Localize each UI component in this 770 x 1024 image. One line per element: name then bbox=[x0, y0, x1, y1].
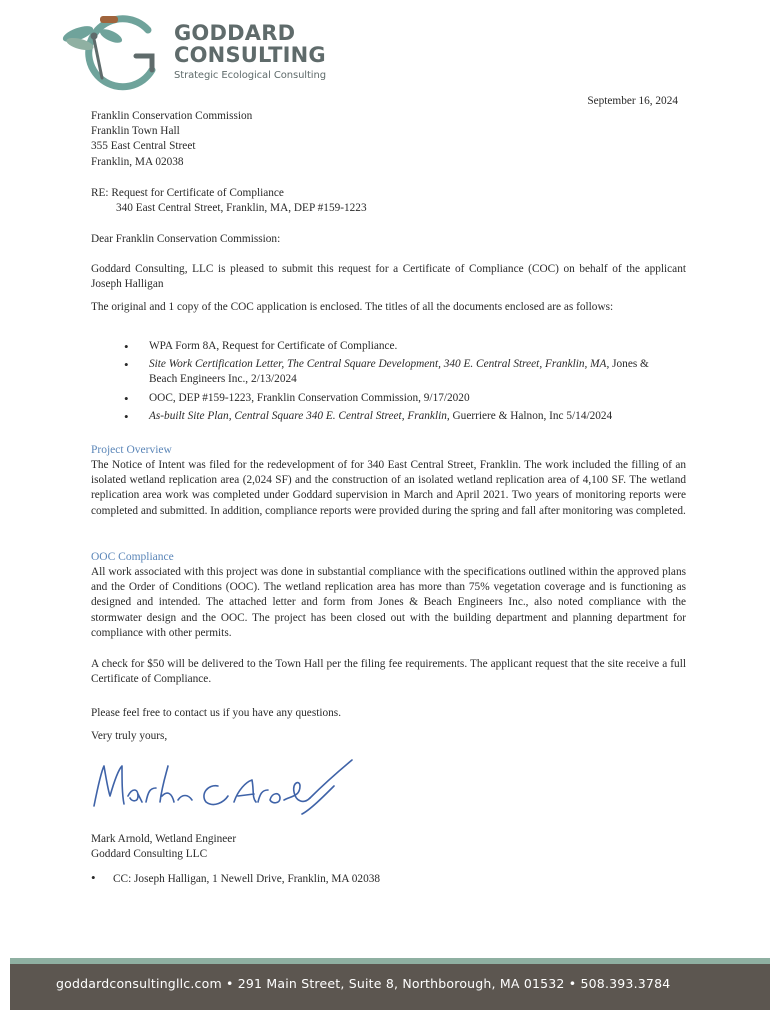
document-title: OOC, DEP #159-1223, Franklin Conservation Commission, 9/17/2020 bbox=[149, 391, 470, 404]
logo-name-line2: CONSULTING bbox=[174, 43, 326, 67]
document-title-italic: As-built Site Plan, Central Square 340 E. Central Street, Franklin, bbox=[149, 409, 450, 422]
subject-detail: 340 East Central Street, Franklin, MA, DEP #159-1223 bbox=[116, 202, 367, 215]
list-item bbox=[116, 339, 676, 354]
logo-wordmark bbox=[174, 22, 326, 66]
company-logo bbox=[56, 12, 326, 92]
recipient-address bbox=[91, 109, 252, 170]
signer-company: Goddard Consulting LLC bbox=[91, 848, 208, 861]
enclosures-paragraph: The original and 1 copy of the COC application is enclosed. The titles of all the documents enclosed are as follows: bbox=[91, 301, 614, 313]
letter-date: September 16, 2024 bbox=[587, 95, 678, 107]
logo-tagline: Strategic Ecological Consulting bbox=[174, 70, 326, 81]
project-overview-heading: Project Overview bbox=[91, 444, 172, 456]
ooc-compliance-heading: OOC Compliance bbox=[91, 551, 174, 563]
closing: Very truly yours, bbox=[91, 730, 168, 742]
salutation: Dear Franklin Conservation Commission: bbox=[91, 233, 281, 245]
contact-paragraph: Please feel free to contact us if you have any questions. bbox=[91, 707, 342, 719]
signer-name-title: Mark Arnold, Wetland Engineer bbox=[91, 833, 237, 845]
letterhead-footer bbox=[10, 958, 770, 1010]
enclosed-documents-list bbox=[116, 339, 676, 427]
subject-line bbox=[91, 186, 367, 216]
project-overview-text: The Notice of Intent was filed for the redevelopment of for 340 East Central Street, Franklin. The work included the filling of an isolated wetland replication area (2,024 SF) and the construction of an isolated wetland replication area of 4,100 SF. The wetland replication area work was completed under Goddard supervision in March and April 2021. Two years of monitoring reports were completed and submitted. In addition, compliance reports were provided during the spring and fall after monitoring was completed. bbox=[91, 459, 686, 517]
fee-paragraph: A check for $50 will be delivered to the Town Hall per the filing fee requirements. The applicant request that the site receive a full Certificate of Compliance. bbox=[91, 658, 686, 686]
list-item bbox=[116, 391, 676, 406]
subject-title: RE: Request for Certificate of Compliance bbox=[91, 187, 284, 199]
intro-paragraph: Goddard Consulting, LLC is pleased to submit this request for a Certificate of Compliance (COC) on behalf of the applicant Joseph Halligan bbox=[91, 263, 686, 291]
recipient-line: Franklin, MA 02038 bbox=[91, 155, 184, 168]
document-title: Guerriere & Halnon, Inc 5/14/2024 bbox=[449, 409, 613, 422]
document-title: WPA Form 8A, Request for Certificate of Compliance. bbox=[149, 340, 398, 352]
dragonfly-g-logo-icon bbox=[56, 12, 172, 92]
recipient-line: Franklin Conservation Commission bbox=[91, 110, 253, 122]
cc-text: CC: Joseph Halligan, 1 Newell Drive, Franklin, MA 02038 bbox=[113, 873, 381, 885]
document-title-italic: Site Work Certification Letter, The Central Square Development, 340 E. Central Street, Franklin, MA, bbox=[149, 358, 610, 371]
footer-contact-info: goddardconsultingllc.com • 291 Main Street, Suite 8, Northborough, MA 01532 • 508.393.3784 bbox=[56, 976, 671, 991]
signer-block bbox=[91, 832, 236, 862]
recipient-line: 355 East Central Street bbox=[91, 140, 196, 153]
bullet-icon: • bbox=[91, 870, 96, 885]
cc-line bbox=[91, 870, 380, 887]
list-item bbox=[116, 357, 676, 387]
list-item bbox=[116, 409, 676, 424]
document-title: Jones & Beach Engineers Inc., 2/13/2024 bbox=[149, 358, 649, 386]
recipient-line: Franklin Town Hall bbox=[91, 125, 180, 138]
ooc-compliance-text: All work associated with this project was done in substantial compliance with the specifications outlined within the approved plans and the Order of Conditions (OOC). The wetland replication area has more than 75% vegetation coverage and is functioning as designed and intended. The attached letter and form from Jones & Beach Engineers Inc., also noted compliance with the stormwater design and the OOC. The project has been closed out with the building department and planning department for compliance with other permits. bbox=[91, 566, 686, 639]
logo-name-line1: GODDARD bbox=[174, 21, 296, 45]
handwritten-signature bbox=[88, 756, 358, 816]
